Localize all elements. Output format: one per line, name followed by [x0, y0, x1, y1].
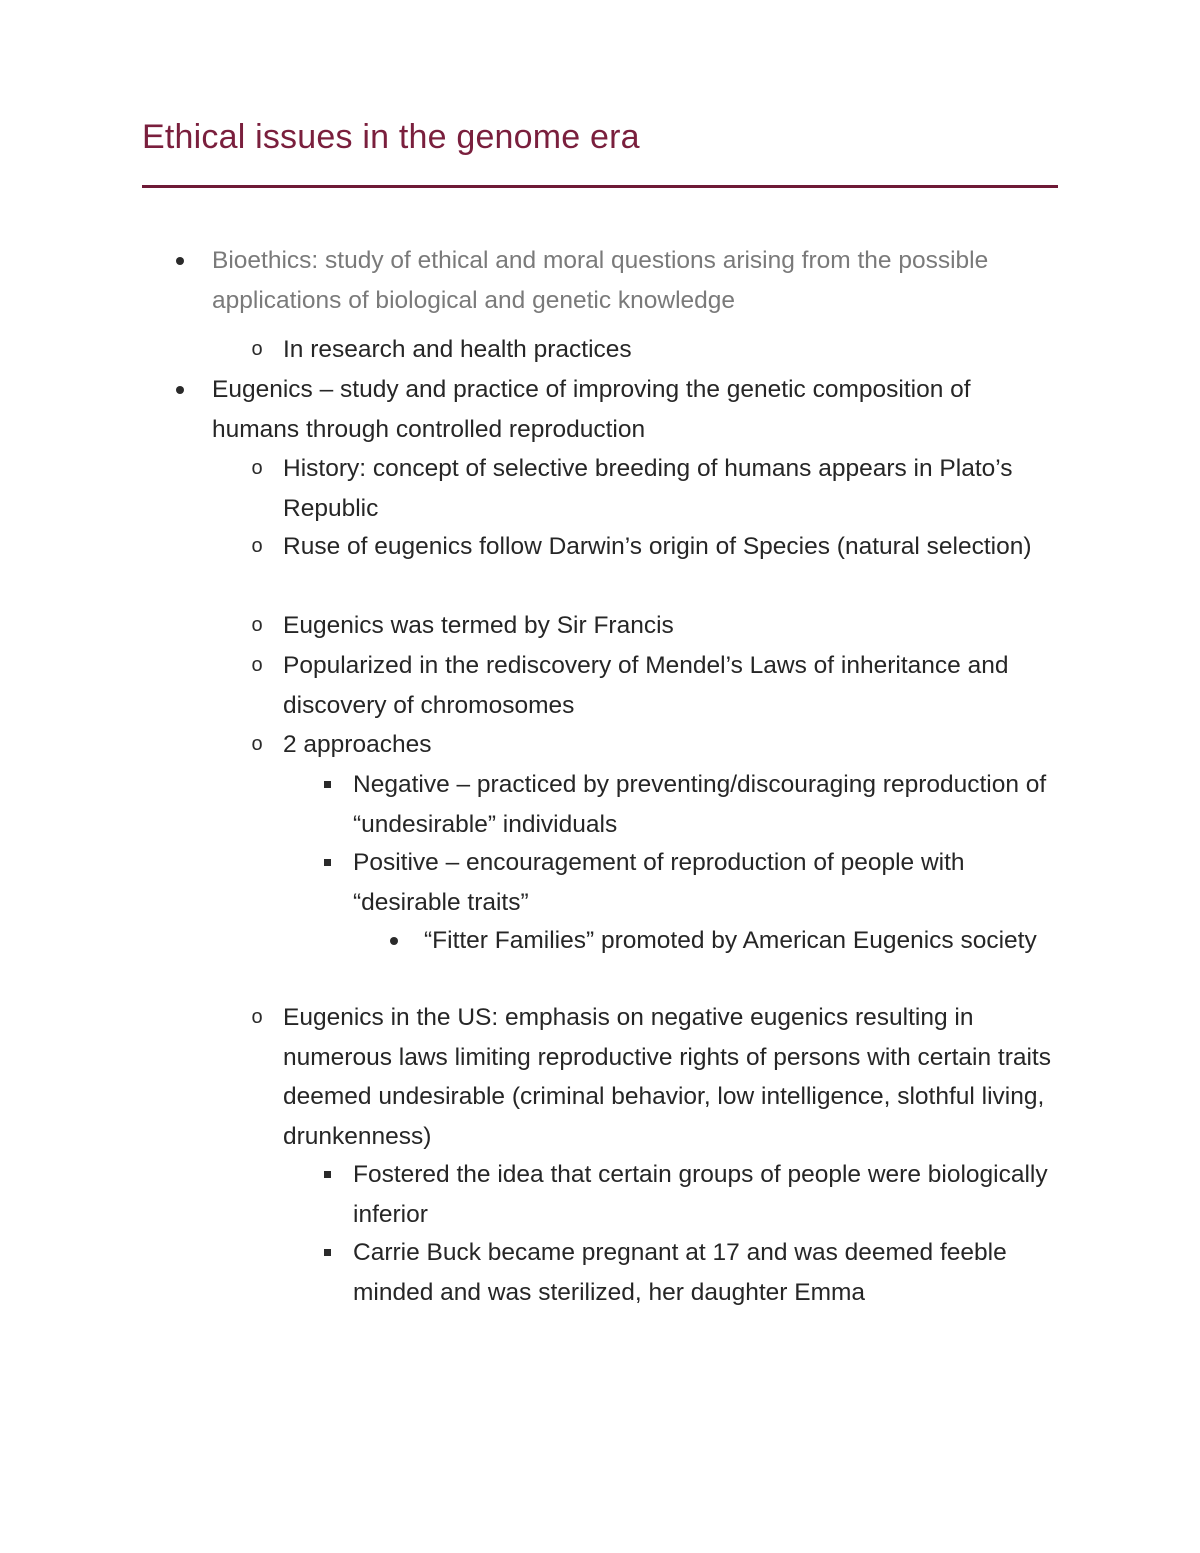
- list-item-research: [251, 330, 1053, 370]
- bullet-circle-icon: o: [251, 535, 263, 557]
- list-item-text: “Fitter Families” promoted by American Eugenics society: [424, 927, 1037, 954]
- list-item-text: Positive – encouragement of reproduction of people with “desirable traits”: [353, 849, 965, 916]
- list-item-text: Eugenics was termed by Sir Francis: [283, 612, 674, 639]
- bullet-square-icon: [317, 843, 337, 883]
- list-item-text: Fostered the idea that certain groups of people were biologically inferior: [353, 1161, 1048, 1228]
- document-title: Ethical issues in the genome era: [142, 118, 640, 156]
- list-item-text: Eugenics – study and practice of improving the genetic composition of humans through controlled reproduction: [212, 376, 971, 443]
- list-item-positive: [353, 843, 1053, 922]
- list-item-bioethics: [212, 241, 1062, 320]
- list-item-eugenics-us: [251, 998, 1053, 1156]
- bullet-dot-icon: [384, 921, 404, 961]
- title-underline: [142, 185, 1058, 188]
- list-item-text: Ruse of eugenics follow Darwin’s origin of Species (natural selection): [283, 533, 1032, 560]
- list-item-text: 2 approaches: [283, 731, 432, 758]
- bullet-circle-icon: o: [251, 614, 263, 636]
- list-item-ruse: [251, 527, 1053, 567]
- bullet-dot-icon: [170, 241, 190, 281]
- bullet-circle-icon: o: [251, 1006, 263, 1028]
- list-item-history: [251, 449, 1053, 528]
- list-item-text: Carrie Buck became pregnant at 17 and was deemed feeble minded and was sterilized, her daughter Emma: [353, 1239, 1007, 1306]
- bullet-circle-icon: o: [251, 654, 263, 676]
- list-item-termed: [251, 606, 1053, 646]
- list-item-carrie-buck: [353, 1233, 1053, 1312]
- bullet-circle-icon: o: [251, 457, 263, 479]
- list-item-eugenics: [212, 370, 1062, 449]
- list-item-fitter-families: [424, 921, 1044, 961]
- bullet-square-icon: [317, 1155, 337, 1195]
- list-item-text: Bioethics: study of ethical and moral questions arising from the possible applications of biological and genetic knowledge: [212, 247, 989, 314]
- list-item-popularized: [251, 646, 1053, 725]
- bullet-square-icon: [317, 1233, 337, 1273]
- list-item-fostered: [353, 1155, 1053, 1234]
- list-item-text: History: concept of selective breeding of humans appears in Plato’s Republic: [283, 455, 1013, 522]
- list-item-approaches: [251, 725, 1053, 765]
- bullet-square-icon: [317, 765, 337, 805]
- bullet-circle-icon: o: [251, 733, 263, 755]
- list-item-text: Popularized in the rediscovery of Mendel’s Laws of inheritance and discovery of chromosomes: [283, 652, 1009, 719]
- bullet-dot-icon: [170, 370, 190, 410]
- list-item-text: Negative – practiced by preventing/discouraging reproduction of “undesirable” individuals: [353, 771, 1047, 838]
- list-item-text: Eugenics in the US: emphasis on negative eugenics resulting in numerous laws limiting reproductive rights of persons with certain traits deemed undesirable (criminal behavior, low intelligence, slothful living, drunkenness): [283, 1004, 1051, 1150]
- list-item-negative: [353, 765, 1053, 844]
- bullet-circle-icon: o: [251, 338, 263, 360]
- list-item-text: In research and health practices: [283, 336, 632, 363]
